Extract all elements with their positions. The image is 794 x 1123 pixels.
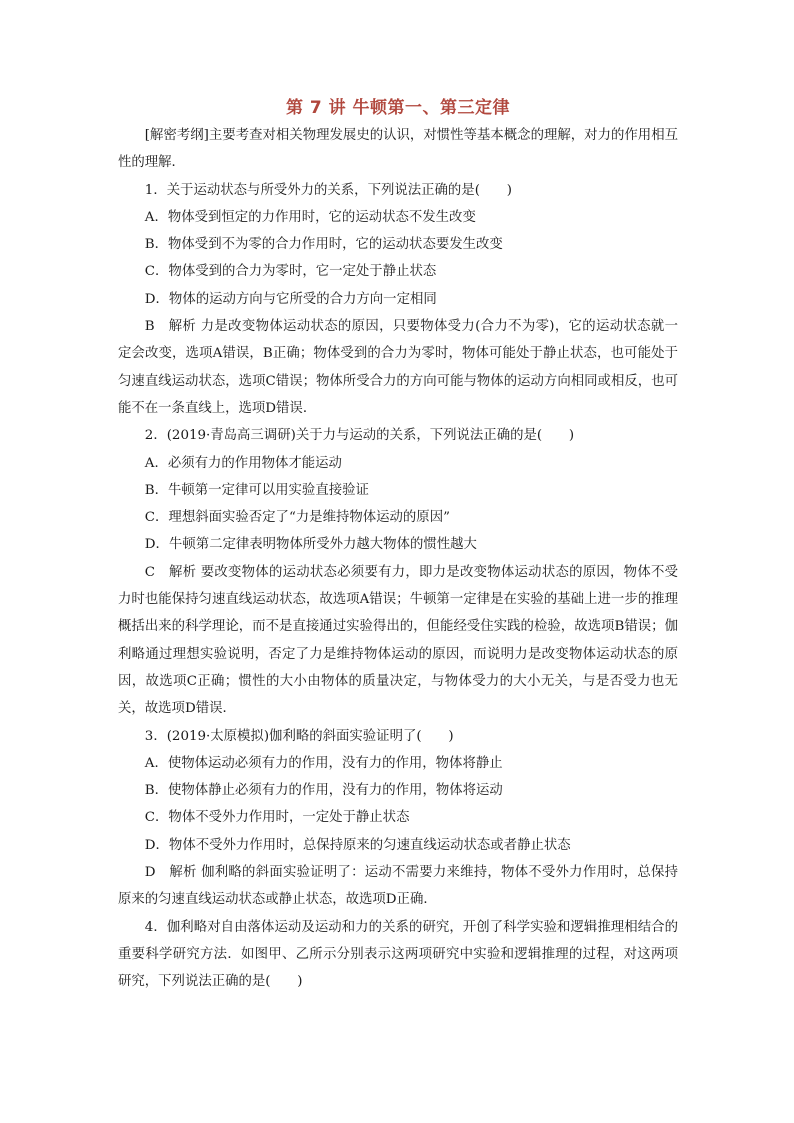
question-4-stem: 4．伽利略对自由落体运动及运动和力的关系的研究，开创了科学实验和逻辑推理相结合的重要科学研究方法．如图甲、乙所示分别表示这两项研究中实验和逻辑推理的过程，对这两项研究，下列说法正确的是( ) <box>118 919 678 990</box>
question-1-option-d: D．物体的运动方向与它所受的合力方向一定相同 <box>144 291 437 307</box>
question-3-option-b: B．使物体静止必须有力的作用，没有力的作用，物体将运动 <box>144 783 503 799</box>
question-2-analysis: C 解析 要改变物体的运动状态必须要有力，即力是改变物体运动状态的原因，物体不受力时也能保持匀速直线运动状态，故选项A错误；牛顿第一定律是在实验的基础上进一步的推理概括出来的科学理论，而不是直接通过实验得出的，但能经受住实践的检验，故选项B错误；伽利略通过理想实验说明，否定了力是维持物体运动的原因，而说明力是改变物体运动状态的原因，故选项C正确；惯性的大小由物体的质量决定，与物体受力的大小无关，与是否受力也无关，故选项D错误． <box>118 564 678 717</box>
question-3-option-d: D．物体不受外力作用时，总保持原来的匀速直线运动状态或者静止状态 <box>144 837 571 853</box>
question-2-option-d: D．牛顿第二定律表明物体所受外力越大物体的惯性越大 <box>144 537 477 553</box>
question-3-stem: 3．(2019·太原模拟)伽利略的斜面实验证明了( ) <box>144 728 454 744</box>
question-2-option-a: A．必须有力的作用物体才能运动 <box>144 455 342 471</box>
question-1-analysis: B 解析 力是改变物体运动状态的原因，只要物体受力(合力不为零)，它的运动状态就一定会改变，选项A错误，B正确；物体受到的合力为零时，物体可能处于静止状态，也可能处于匀速直线运动状态，选项C错误；物体所受合力的方向可能与物体的运动方向相同或相反，也可能不在一条直线上，选项D错误． <box>118 319 678 416</box>
question-3-analysis: D 解析 伽利略的斜面实验证明了：运动不需要力来维持，物体不受外力作用时，总保持原来的匀速直线运动状态或静止状态，故选项D正确． <box>118 865 678 908</box>
syllabus-paragraph: [解密考纲]主要考查对相关物理发展史的认识，对惯性等基本概念的理解，对力的作用相互性的理解． <box>118 128 678 171</box>
document-page <box>118 96 678 996</box>
question-2-stem: 2．(2019·青岛高三调研)关于力与运动的关系，下列说法正确的是( ) <box>144 428 575 444</box>
question-3-option-c: C．物体不受外力作用时，一定处于静止状态 <box>144 810 410 826</box>
question-1-option-a: A．物体受到恒定的力作用时，它的运动状态不发生改变 <box>144 209 476 225</box>
question-2-option-b: B．牛顿第一定律可以用实验直接验证 <box>144 482 369 498</box>
question-3-option-a: A．使物体运动必须有力的作用，没有力的作用，物体将静止 <box>144 755 503 771</box>
question-1-option-b: B．物体受到不为零的合力作用时，它的运动状态要发生改变 <box>144 237 503 253</box>
question-2-option-c: C．理想斜面实验否定了“力是维持物体运动的原因” <box>144 510 450 526</box>
question-1-stem: 1．关于运动状态与所受外力的关系，下列说法正确的是( ) <box>144 182 512 198</box>
lesson-title: 第 7 讲 牛顿第一、第三定律 <box>285 98 511 118</box>
question-1-option-c: C．物体受到的合力为零时，它一定处于静止状态 <box>144 264 437 280</box>
